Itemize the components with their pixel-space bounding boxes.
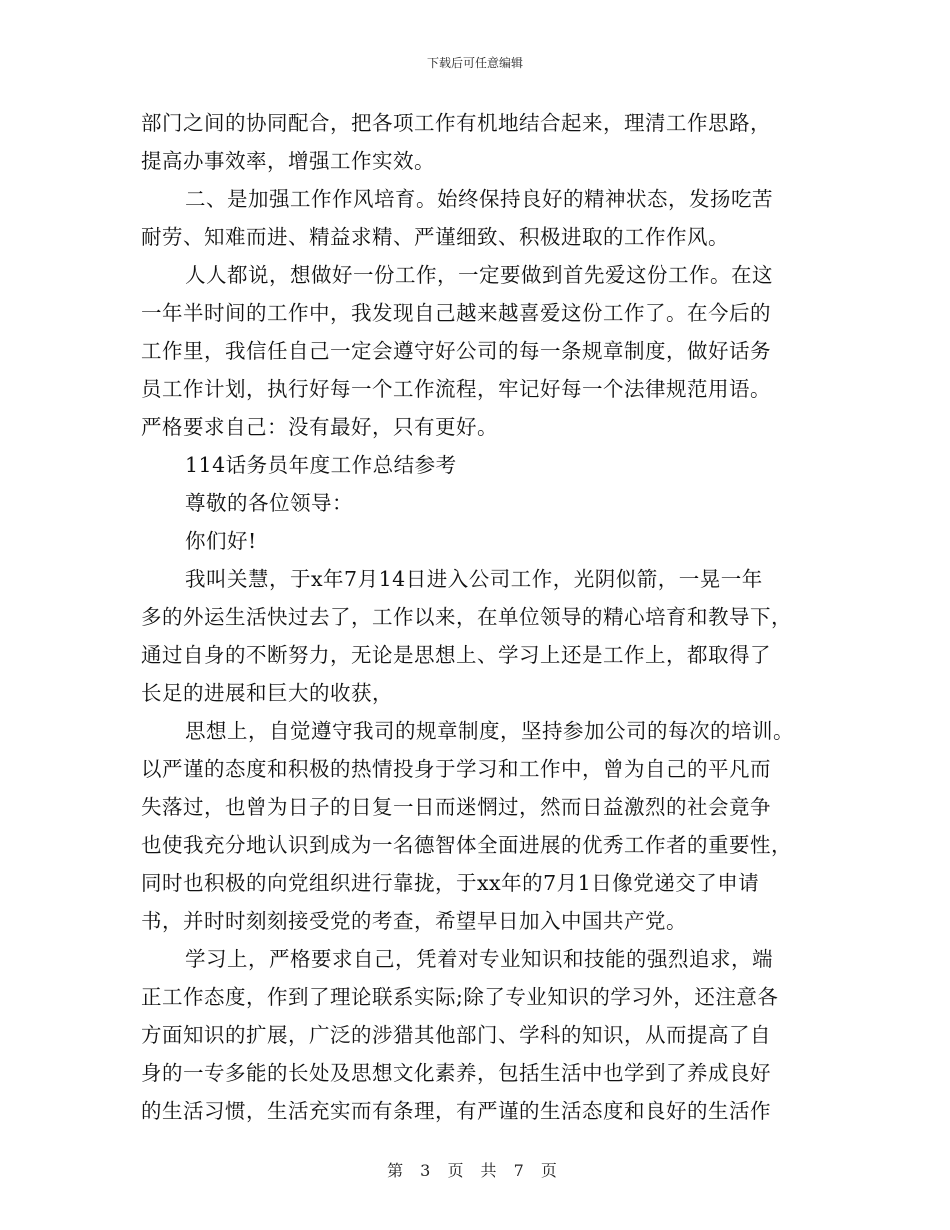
text-line: 多的外运生活快过去了，工作以来，在单位领导的精心培育和教导下， [141, 605, 792, 629]
text-line: 身的一专多能的长处及思想文化素养，包括生活中也学到了养成良好 [141, 1061, 771, 1085]
text-line: 人人都说，想做好一份工作，一定要做到首先爱这份工作。在这 [185, 263, 773, 287]
text-line: 耐劳、知难而进、精益求精、严谨细致、积极进取的工作作风。 [141, 225, 729, 249]
body-text [141, 104, 813, 1130]
text-line: 部门之间的协同配合，把各项工作有机地结合起来，理清工作思路， [141, 111, 771, 135]
text-line: 书，并时时刻刻接受党的考查，希望早日加入中国共产党。 [141, 909, 687, 933]
text-line: 严格要求自己：没有最好，只有更好。 [141, 415, 498, 439]
text-line: 通过自身的不断努力，无论是思想上、学习上还是工作上，都取得了 [141, 643, 771, 667]
text-line: 方面知识的扩展，广泛的涉猎其他部门、学科的知识，从而提高了自 [141, 1023, 771, 1047]
text-line: 工作里，我信任自己一定会遵守好公司的每一条规章制度，做好话务 [141, 339, 771, 363]
text-line: 我叫关慧，于x年7月14日进入公司工作，光阴似箭，一晃一年 [185, 567, 763, 591]
text-line: 员工作计划，执行好每一个工作流程，牢记好每一个法律规范用语。 [141, 377, 771, 401]
page-header: 下载后可任意编辑 [426, 56, 523, 70]
text-line: 一年半时间的工作中，我发现自己越来越喜爱这份工作了。在今后的 [141, 301, 771, 325]
text-line: 尊敬的各位领导： [185, 491, 353, 515]
text-line: 二、是加强工作作风培育。始终保持良好的精神状态，发扬吃苦 [185, 187, 773, 211]
document-body [141, 104, 813, 1130]
text-line: 学习上，严格要求自己，凭着对专业知识和技能的强烈追求，端 [185, 947, 773, 971]
text-line: 思想上，自觉遵守我司的规章制度，坚持参加公司的每次的培训。 [185, 719, 794, 743]
page-footer: 第 3 页 共 7 页 [387, 1161, 563, 1180]
text-line: 的生活习惯，生活充实而有条理，有严谨的生活态度和良好的生活作 [141, 1099, 771, 1123]
text-line: 提高办事效率，增强工作实效。 [141, 149, 435, 173]
text-line: 也使我充分地认识到成为一名德智体全面进展的优秀工作者的重要性， [141, 833, 792, 857]
text-line: 长足的进展和巨大的收获， [141, 681, 393, 705]
text-line: 同时也积极的向党组织进行靠拢，于xx年的7月1日像党递交了申请 [141, 871, 760, 895]
text-line: 失落过，也曾为日子的日复一日而迷惘过，然而日益激烈的社会竟争 [141, 795, 771, 819]
text-line: 以严谨的态度和积极的热情投身于学习和工作中，曾为自己的平凡而 [141, 757, 771, 781]
text-line: 114话务员年度工作总结参考 [185, 453, 457, 477]
text-line: 你们好! [185, 529, 257, 553]
text-line: 正工作态度，作到了理论联系实际;除了专业知识的学习外，还注意各 [141, 985, 779, 1009]
